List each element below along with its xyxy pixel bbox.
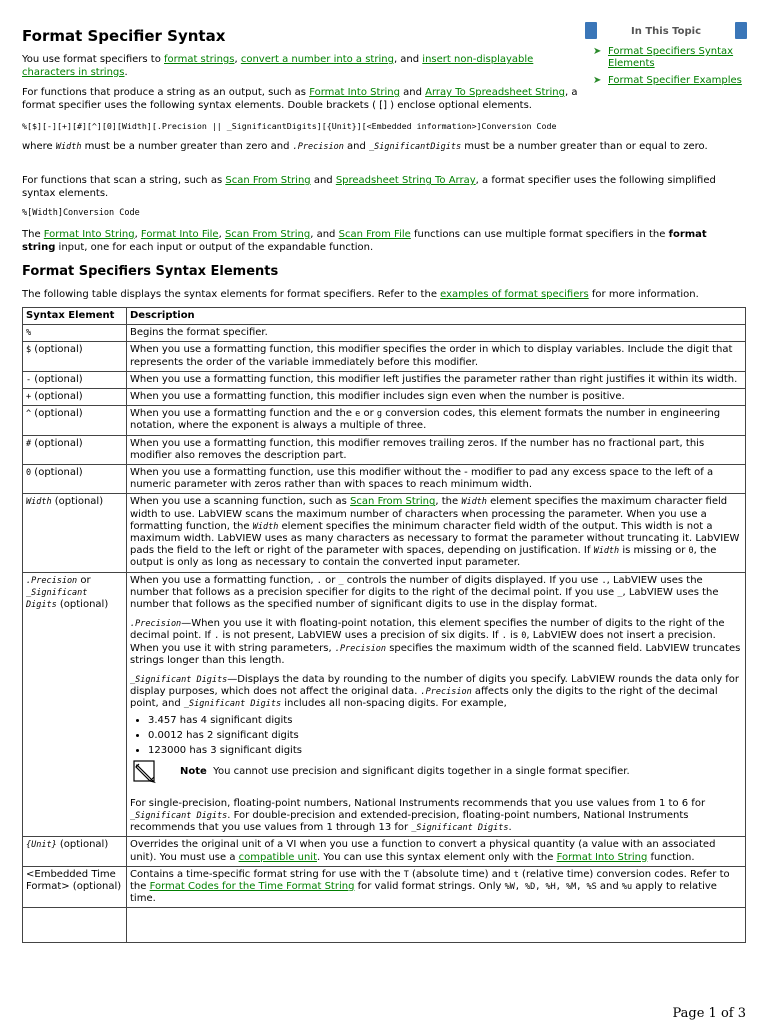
link-compatible-unit[interactable]: compatible unit: [238, 851, 317, 863]
link-format-into-string-2[interactable]: Format Into String: [43, 229, 135, 240]
syntax-line-1: %[$][-][+][#][^][0][Width][.Precision || _SignificantDigits][{Unit}][<Embedded information>]Conversion Code: [22, 121, 557, 131]
table-row: - (optional) When you use a formatting function, this modifier left justifies the parameter rather than right justifies it within its width.: [23, 371, 746, 388]
in-this-topic-panel: In This Topic ➤ Format Specifiers Syntax Elements ➤ Format Specifier Examples: [585, 22, 747, 37]
page-title: Format Specifier Syntax: [22, 27, 226, 45]
table-row: {Unit} (optional) Overrides the original unit of a VI when you use a function to convert a physical quantity (a value with an associated unit). You must use a compatible unit. You can use this syntax element only with the Format Into String function.: [23, 837, 746, 866]
link-format-into-string-3[interactable]: Format Into String: [556, 851, 648, 863]
header-syntax-element: Syntax Element: [23, 308, 127, 325]
syntax-elements-table: [22, 307, 746, 943]
link-convert-number[interactable]: convert a number into a string: [240, 54, 394, 65]
intro-paragraph-5: The Format Into String, Format Into File, Scan From String, and Scan From File functions can use multiple format specifiers in the format string input, one for each input or output of the expandable function.: [22, 229, 707, 253]
note-pencil-icon: [133, 760, 159, 784]
intro-paragraph-4: For functions that scan a string, such as Scan From String and Spreadsheet String To Array, a format specifier uses the following simplified syntax elements.: [22, 175, 716, 199]
link-format-into-file[interactable]: Format Into File: [140, 229, 219, 240]
table-row-precision: .Precision or _Significant Digits (optional) When you use a formatting function, . or _ controls the number of digits displayed. If you use ., LabVIEW uses the number that follows as a precision specifier for digits to the right of the decimal point. If you use _, LabVIEW uses the number that follows as the specified number of significant digits to use in the display format. .Precision—When you use it with floating-point notation, this element specifies the number of digits to the right of the decimal point. If . is not present, LabVIEW uses a precision of six digits. If . is 0, LabVIEW does not insert a precision. When you use it with string parameters, .Precision specifies the maximum width of the scanned field. LabVIEW truncates strings longer than this length. _Significant Digits—Displays the data by rounding to the number of digits you specify. LabVIEW rounds the data only for display purposes, which does not affect the original data. .Precision affects only the digits to the right of the decimal point, and _Significant Digits includes all non-spacing digits. For example, • 3.457 has 4 significant digits • 0.0012 has 2 significant digits • 123000 has 3 significant digits Note You cannot use precision and significant digits together in a single format specifier. For single-precision, floating-point numbers, National Instruments recommends that you use values from 1 to 6 for _Significant Digits. For double-precision and extended-precision, floating-point numbers, National Instruments recommends that you use values from 1 through 13 for _Significant Digits.: [23, 572, 746, 837]
link-spreadsheet-string-to-array[interactable]: Spreadsheet String To Array: [335, 175, 476, 186]
book-icon-left: [585, 22, 597, 39]
table-row: ^ (optional) When you use a formatting function and the e or g conversion codes, this element formats the number in engineering notation, where the exponent is always a multiple of three.: [23, 406, 746, 435]
list-item: • 3.457 has 4 significant digits: [148, 713, 742, 728]
intro-paragraph-3: where Width must be a number greater than zero and .Precision and _SignificantDigits must be a number greater than or equal to zero.: [22, 141, 708, 152]
table-header-row: [23, 308, 746, 325]
book-icon-right: [735, 22, 747, 39]
link-scan-from-file[interactable]: Scan From File: [338, 229, 411, 240]
list-item: • 123000 has 3 significant digits: [148, 743, 742, 758]
link-format-strings[interactable]: format strings: [164, 54, 235, 65]
list-item: • 0.0012 has 2 significant digits: [148, 728, 742, 743]
table-row: # (optional) When you use a formatting function, this modifier removes trailing zeros. If the number has no fractional part, this modifier also removes the description part.: [23, 435, 746, 464]
link-scan-from-string-3[interactable]: Scan From String: [350, 496, 436, 508]
link-format-into-string[interactable]: Format Into String: [309, 87, 400, 98]
syntax-line-2: %[Width]Conversion Code: [22, 208, 140, 218]
arrow-icon: ➤: [593, 75, 602, 86]
page-number: Page 1 of 3: [672, 1006, 746, 1021]
link-time-format-codes[interactable]: Format Codes for the Time Format String: [149, 880, 355, 892]
significant-digits-examples: [130, 713, 742, 758]
link-array-to-spreadsheet[interactable]: Array To Spreadsheet String: [425, 87, 565, 98]
link-scan-from-string[interactable]: Scan From String: [225, 175, 311, 186]
link-non-displayable[interactable]: insert non-displayable characters in strings: [22, 54, 534, 78]
arrow-icon: ➤: [593, 46, 602, 57]
toc-heading: In This Topic: [631, 26, 701, 37]
section-heading-syntax-elements: Format Specifiers Syntax Elements: [22, 264, 279, 279]
table-row: Width (optional) When you use a scanning function, such as Scan From String, the Width element specifies the maximum character field width to use. LabVIEW scans the maximum number of characters when processing the parameter. When you use a formatting function, the Width element specifies the minimum character field width of the output. This width is not a maximum width. LabVIEW uses as many characters as necessary to format the parameter without truncating it. LabVIEW pads the field to the left or right of the parameter with spaces, depending on justification. If Width is missing or 0, the output is only as long as necessary to contain the converted input parameter.: [23, 494, 746, 572]
table-row: % Begins the format specifier.: [23, 325, 746, 342]
table-row: <Embedded Time Format> (optional) Contains a time-specific format string for use with the T (absolute time) and t (relative time) conversion codes. Refer to the Format Codes for the Time Format String for valid format strings. Only %W, %D, %H, %M, %S and %u apply to relative time.: [23, 866, 746, 908]
section-intro: The following table displays the syntax elements for format specifiers. Refer to the examples of format specifiers for more information.: [22, 289, 699, 300]
note-box: Note You cannot use precision and significant digits together in a single format specifier.: [130, 760, 742, 798]
table-row-empty: [23, 908, 746, 943]
table-row: $ (optional) When you use a formatting function, this modifier specifies the order in which to display variables. Include the digit that represents the order of the variable immediately before this modifier.: [23, 342, 746, 371]
intro-paragraph-1: You use format specifiers to format strings, convert a number into a string, and insert non-displayable characters in strings.: [22, 54, 534, 78]
table-row: 0 (optional) When you use a formatting function, use this modifier without the - modifier to pad any excess space to the left of a numeric parameter with zeros rather than with spaces to reach minimum width.: [23, 465, 746, 494]
intro-paragraph-2: For functions that produce a string as an output, such as Format Into String and Array To Spreadsheet String, a format specifier uses the following syntax elements. Double brackets ( [] ) enclose optional elements.: [22, 87, 578, 111]
table-row: + (optional) When you use a formatting function, this modifier includes sign even when the number is positive.: [23, 389, 746, 406]
link-examples[interactable]: examples of format specifiers: [440, 289, 589, 300]
header-description: Description: [127, 308, 746, 325]
link-scan-from-string-2[interactable]: Scan From String: [224, 229, 311, 240]
